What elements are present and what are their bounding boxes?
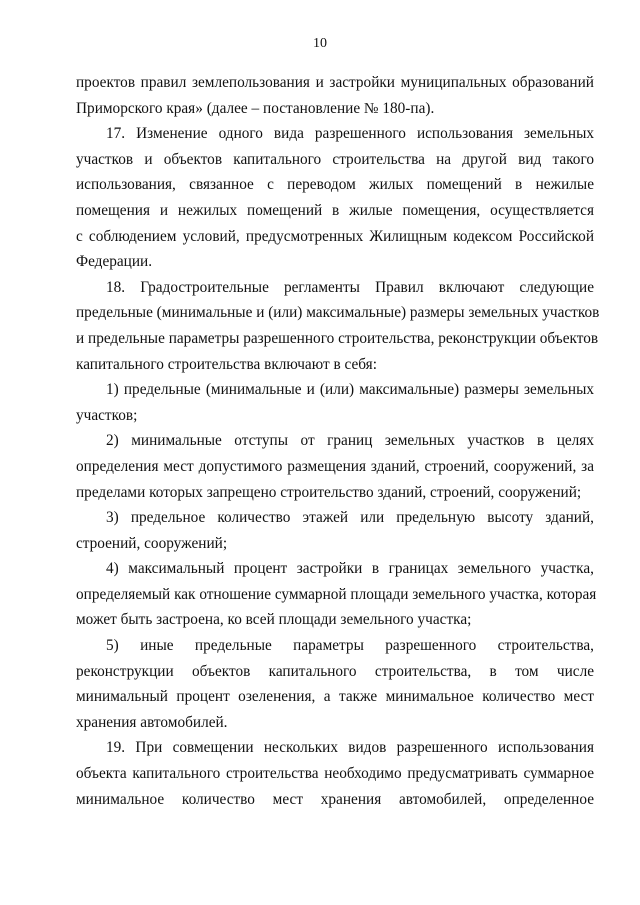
paragraph [76,275,600,377]
text-line: 1) предельные (минимальные и (или) максимальные) размеры земельных [106,381,594,399]
text-line: капитального строительства включают в себя: [76,355,377,373]
text-line: использования, связанное с переводом жилых помещений в нежилые [76,176,594,194]
paragraph [76,70,594,121]
paragraph [76,735,594,812]
paragraph [76,633,594,735]
text-line: 5) иные предельные параметры разрешенного строительства, [106,637,594,655]
text-line: предельные (минимальные и (или) максимальные) размеры земельных участков [76,304,600,322]
text-line: 2) минимальные отступы от границ земельных участков в целях [106,432,594,450]
page-number: 10 [313,36,327,51]
text-line: Федерации. [76,253,153,271]
text-line: и предельные параметры разрешенного строительства, реконструкции объектов [76,329,599,347]
paragraph [76,377,594,428]
paragraph [76,121,594,275]
text-line: объекта капитального строительства необходимо предусматривать суммарное [76,765,594,783]
text-line: участков; [76,406,138,424]
text-line: реконструкции объектов капитального строительства, в том числе [76,662,594,680]
text-line: участков и объектов капитального строительства на другой вид такого [76,150,594,168]
text-line: помещения и нежилых помещений в жилые помещения, осуществляется [76,201,594,219]
text-line: проектов правил землепользования и застройки муниципальных образований [76,74,594,91]
document-body [76,70,600,812]
paragraph [76,428,594,505]
text-line: может быть застроена, ко всей площади земельного участка; [76,611,472,629]
text-line: с соблюдением условий, предусмотренных Жилищным кодексом Российской [76,227,594,245]
text-line: 19. При совмещении нескольких видов разрешенного использования [106,739,594,757]
text-line: 17. Изменение одного вида разрешенного использования земельных [106,125,594,143]
text-line: 4) максимальный процент застройки в границах земельного участка, [106,560,594,578]
text-line: 18. Градостроительные регламенты Правил включают следующие [106,278,594,296]
text-line: 3) предельное количество этажей или предельную высоту зданий, [106,509,594,527]
text-line: пределами которых запрещено строительство зданий, строений, сооружений; [76,483,582,501]
text-line: строений, сооружений; [76,534,228,552]
paragraph [76,556,597,633]
text-line: хранения автомобилей. [76,713,228,731]
text-line: минимальный процент озеленения, а также минимальное количество мест [76,688,594,706]
text-line: определяемый как отношение суммарной площади земельного участка, которая [76,585,597,603]
text-line: определения мест допустимого размещения зданий, строений, сооружений, за [76,457,594,475]
text-line: Приморского края» (далее – постановление № 180-па). [76,99,435,117]
paragraph [76,505,594,556]
text-line: минимальное количество мест хранения автомобилей, определенное [76,790,594,808]
